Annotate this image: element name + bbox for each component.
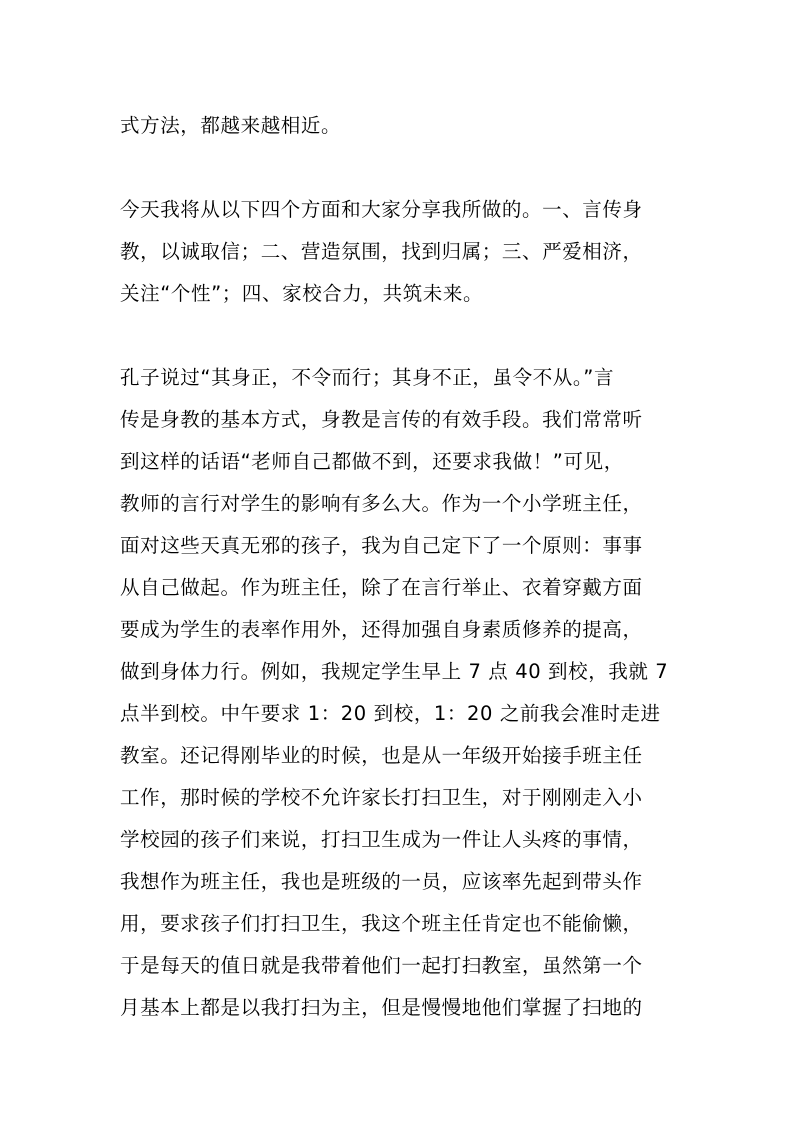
paragraph-3-line-9: 点半到校。中午要求 1：20 到校，1：20 之前我会准时走进: [120, 702, 661, 725]
paragraph-2-line-3: 关注“个性”；四、家校合力，共筑未来。: [120, 282, 484, 305]
paragraph-3-line-14: 用，要求孩子们打扫卫生，我这个班主任肯定也不能偷懒，: [120, 912, 643, 935]
paragraph-3-line-3: 到这样的话语“老师自己都做不到，还要求我做！”可见，: [120, 450, 624, 473]
paragraph-2-line-2: 教，以诚取信；二、营造氛围，找到归属；三、严爱相济，: [120, 240, 643, 263]
paragraph-3-line-4: 教师的言行对学生的影响有多么大。作为一个小学班主任，: [120, 492, 643, 515]
paragraph-3-line-7: 要成为学生的表率作用外，还得加强自身素质修养的提高，: [120, 618, 643, 641]
paragraph-3-line-15: 于是每天的值日就是我带着他们一起打扫教室，虽然第一个: [120, 954, 643, 977]
paragraph-3-line-12: 学校园的孩子们来说，打扫卫生成为一件让人头疼的事情，: [120, 828, 643, 851]
paragraph-3-line-8: 做到身体力行。例如，我规定学生早上 7 点 40 到校，我就 7: [120, 660, 669, 683]
paragraph-1-line-1: 式方法，都越来越相近。: [120, 114, 342, 137]
paragraph-3-line-11: 工作，那时候的学校不允许家长打扫卫生，对于刚刚走入小: [120, 786, 643, 809]
paragraph-3-line-10: 教室。还记得刚毕业的时候，也是从一年级开始接手班主任: [120, 744, 643, 767]
paragraph-3-line-16: 月基本上都是以我打扫为主，但是慢慢地他们掌握了扫地的: [120, 996, 643, 1019]
paragraph-3-line-2: 传是身教的基本方式，身教是言传的有效手段。我们常常听: [120, 408, 643, 431]
paragraph-3-line-1: 孔子说过“其身正，不令而行；其身不正，虽令不从。”言: [120, 366, 615, 389]
paragraph-2-line-1: 今天我将从以下四个方面和大家分享我所做的。一、言传身: [120, 198, 643, 221]
paragraph-3-line-5: 面对这些天真无邪的孩子，我为自己定下了一个原则：事事: [120, 534, 643, 557]
paragraph-3-line-13: 我想作为班主任，我也是班级的一员，应该率先起到带头作: [120, 870, 643, 893]
paragraph-3-line-6: 从自己做起。作为班主任，除了在言行举止、衣着穿戴方面: [120, 576, 643, 599]
